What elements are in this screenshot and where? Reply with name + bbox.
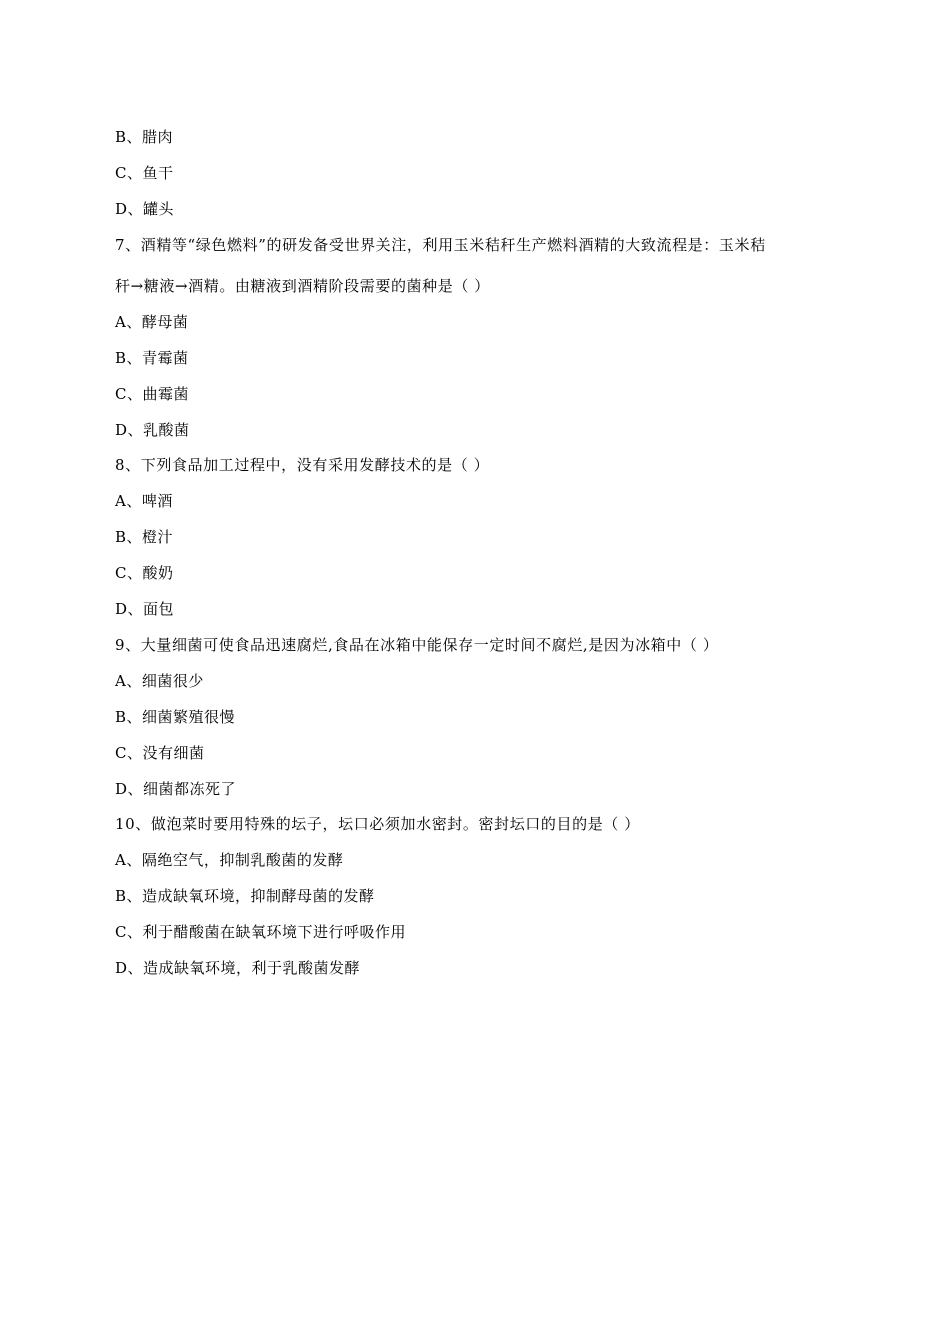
option-7d: D、乳酸菌 bbox=[115, 421, 190, 439]
option-9a: A、细菌很少 bbox=[115, 672, 204, 690]
option-9c: C、没有细菌 bbox=[115, 744, 205, 762]
option-6c: C、鱼干 bbox=[115, 164, 174, 182]
question-7-stem-line-2: 秆→糖液→酒精。由糖液到酒精阶段需要的菌种是（ ） bbox=[115, 277, 490, 295]
question-10-stem: 10、做泡菜时要用特殊的坛子，坛口必须加水密封。密封坛口的目的是（ ） bbox=[115, 815, 640, 833]
option-10d: D、造成缺氧环境，利于乳酸菌发酵 bbox=[115, 959, 361, 977]
option-8d: D、面包 bbox=[115, 600, 175, 618]
option-7c: C、曲霉菌 bbox=[115, 385, 189, 403]
option-6d: D、罐头 bbox=[115, 200, 175, 218]
option-10b: B、造成缺氧环境，抑制酵母菌的发酵 bbox=[115, 887, 375, 905]
question-7-stem-line-1: 7、酒精等“绿色燃料”的研发备受世界关注，利用玉米秸秆生产燃料酒精的大致流程是：玉米秸 bbox=[115, 236, 766, 254]
question-8-stem: 8、下列食品加工过程中，没有采用发酵技术的是（ ） bbox=[115, 456, 490, 474]
option-9b: B、细菌繁殖很慢 bbox=[115, 708, 236, 726]
option-6b: B、腊肉 bbox=[115, 128, 174, 146]
option-8b: B、橙汁 bbox=[115, 528, 174, 546]
option-9d: D、细菌都冻死了 bbox=[115, 780, 237, 798]
question-9-stem: 9、大量细菌可使食品迅速腐烂,食品在冰箱中能保存一定时间不腐烂,是因为冰箱中（ ） bbox=[115, 636, 719, 654]
option-7b: B、青霉菌 bbox=[115, 349, 189, 367]
option-7a: A、酵母菌 bbox=[115, 313, 189, 331]
option-8a: A、啤酒 bbox=[115, 492, 173, 510]
option-10c: C、利于醋酸菌在缺氧环境下进行呼吸作用 bbox=[115, 923, 406, 941]
option-10a: A、隔绝空气，抑制乳酸菌的发酵 bbox=[115, 851, 344, 869]
option-8c: C、酸奶 bbox=[115, 564, 174, 582]
